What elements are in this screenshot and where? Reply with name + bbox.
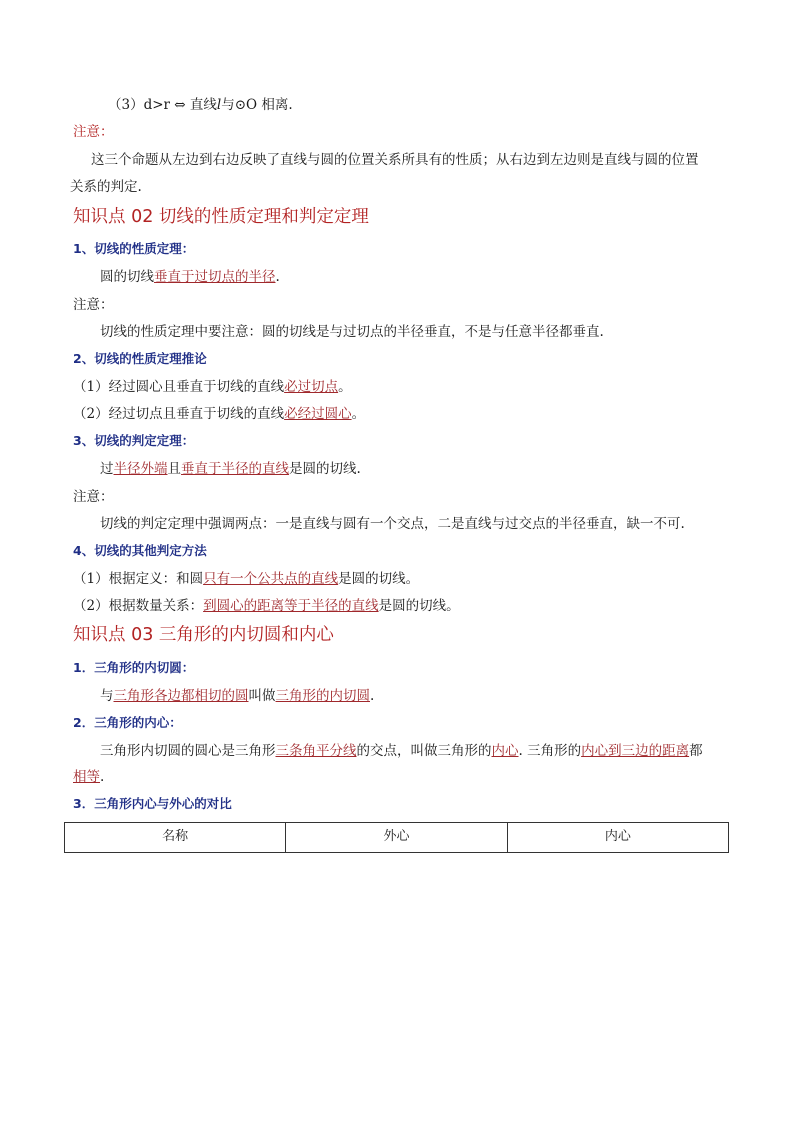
k3-s2-text-c: 的交点，叫做三角形的 bbox=[356, 743, 492, 759]
s3-statement bbox=[100, 459, 361, 479]
note-text-line-1: 这三个命题从左边到右边反映了直线与圆的位置关系所具有的性质；从右边到左边则是直线与圆的位置 bbox=[91, 152, 699, 168]
k3-s1-statement bbox=[100, 686, 374, 706]
k3-s1-text-c: 叫做 bbox=[248, 688, 276, 704]
s4-l2-keyword: 到圆心的距离等于半径的直线 bbox=[203, 598, 379, 614]
k3-s1-keyword-1: 三角形各边都相切的圆 bbox=[113, 688, 249, 704]
k3-s1-text-a: 与 bbox=[100, 688, 114, 704]
table-header-incenter: 内心 bbox=[507, 823, 728, 853]
s2-line-1 bbox=[73, 377, 352, 397]
subsection-2-title: 2、切线的性质定理推论 bbox=[73, 351, 207, 366]
s2-l1-end: 。 bbox=[338, 379, 352, 395]
s4-l2-end: 是圆的切线。 bbox=[378, 598, 460, 614]
k3-s2-text-e: . 三角形的 bbox=[518, 743, 582, 759]
k3-subsection-1-title: 1．三角形的内切圆： bbox=[73, 660, 195, 675]
rule-3-with: 与⊙O 相离. bbox=[221, 97, 293, 113]
s1-statement bbox=[100, 267, 280, 287]
k3-s2-text-i: . bbox=[100, 769, 105, 785]
s3-keyword-2: 垂直于半径的直线 bbox=[181, 461, 289, 477]
section-heading-02: 知识点 02 切线的性质定理和判定定理 bbox=[73, 207, 369, 227]
s2-l1-keyword: 必过切点 bbox=[284, 379, 339, 395]
table-header-circumcenter: 外心 bbox=[286, 823, 507, 853]
k3-s2-keyword-3: 内心到三边的距离 bbox=[581, 743, 690, 759]
k3-s1-text-e: . bbox=[370, 688, 375, 704]
s1-keyword: 垂直于过切点的半径 bbox=[154, 269, 276, 285]
k3-subsection-2-title: 2．三角形的内心： bbox=[73, 715, 182, 730]
section-heading-03: 知识点 03 三角形的内切圆和内心 bbox=[73, 625, 334, 645]
s4-l1-end: 是圆的切线。 bbox=[338, 571, 420, 587]
s3-text-c: 且 bbox=[167, 461, 181, 477]
rule-3-prefix: （3）d>r bbox=[108, 97, 170, 113]
subsection-1-title: 1、切线的性质定理： bbox=[73, 241, 195, 256]
s3-text-a: 过 bbox=[100, 461, 114, 477]
k3-s2-keyword-2: 内心 bbox=[491, 743, 519, 759]
rule-3 bbox=[108, 95, 293, 115]
k3-subsection-3-title: 3．三角形内心与外心的对比 bbox=[73, 796, 232, 811]
s1-text-a: 圆的切线 bbox=[100, 269, 154, 285]
note-text-line-2: 关系的判定. bbox=[70, 179, 142, 195]
s4-line-1 bbox=[73, 569, 419, 589]
note-text-3: 切线的判定定理中强调两点：一是直线与圆有一个交点，二是直线与过交点的半径垂直，缺一不可. bbox=[100, 516, 685, 532]
comparison-table bbox=[64, 822, 729, 853]
s4-l2-text: （2）根据数量关系： bbox=[73, 598, 204, 614]
s2-l2-end: 。 bbox=[351, 406, 366, 422]
s1-text-c: . bbox=[275, 269, 280, 285]
s2-line-2 bbox=[73, 404, 365, 424]
table-header-row bbox=[65, 823, 729, 853]
note-label-3: 注意： bbox=[73, 489, 114, 505]
k3-s2-statement bbox=[100, 741, 703, 761]
note-label: 注意： bbox=[73, 124, 114, 140]
k3-s2-keyword-4: 相等 bbox=[73, 769, 100, 785]
k3-s2-text-g: 都 bbox=[689, 743, 703, 759]
rule-3-l: l bbox=[216, 97, 222, 113]
subsection-3-title: 3、切线的判定定理： bbox=[73, 433, 195, 448]
s3-text-e: 是圆的切线. bbox=[289, 461, 361, 477]
subsection-4-title: 4、切线的其他判定方法 bbox=[73, 543, 207, 558]
s3-keyword-1: 半径外端 bbox=[113, 461, 168, 477]
k3-s1-keyword-2: 三角形的内切圆 bbox=[275, 688, 370, 704]
s2-l2-keyword: 必经过圆心 bbox=[284, 406, 352, 422]
k3-s2-statement-cont bbox=[73, 767, 104, 787]
k3-s2-text-a: 三角形内切圆的圆心是三角形 bbox=[100, 743, 276, 759]
s2-l1-text: （1）经过圆心且垂直于切线的直线 bbox=[73, 379, 285, 395]
note-text-2: 切线的性质定理中要注意：圆的切线是与过切点的半径垂直，不是与任意半径都垂直. bbox=[100, 324, 604, 340]
k3-s2-keyword-1: 三条角平分线 bbox=[275, 743, 357, 759]
equivalence-arrow: ⇔ bbox=[174, 97, 186, 113]
s2-l2-text: （2）经过切点且垂直于切线的直线 bbox=[73, 406, 285, 422]
rule-3-line: 直线 bbox=[189, 97, 217, 113]
table-header-name: 名称 bbox=[65, 823, 286, 853]
s4-line-2 bbox=[73, 596, 460, 616]
s4-l1-keyword: 只有一个公共点的直线 bbox=[203, 571, 339, 587]
note-label-2: 注意： bbox=[73, 297, 114, 313]
s4-l1-text: （1）根据定义：和圆 bbox=[73, 571, 204, 587]
